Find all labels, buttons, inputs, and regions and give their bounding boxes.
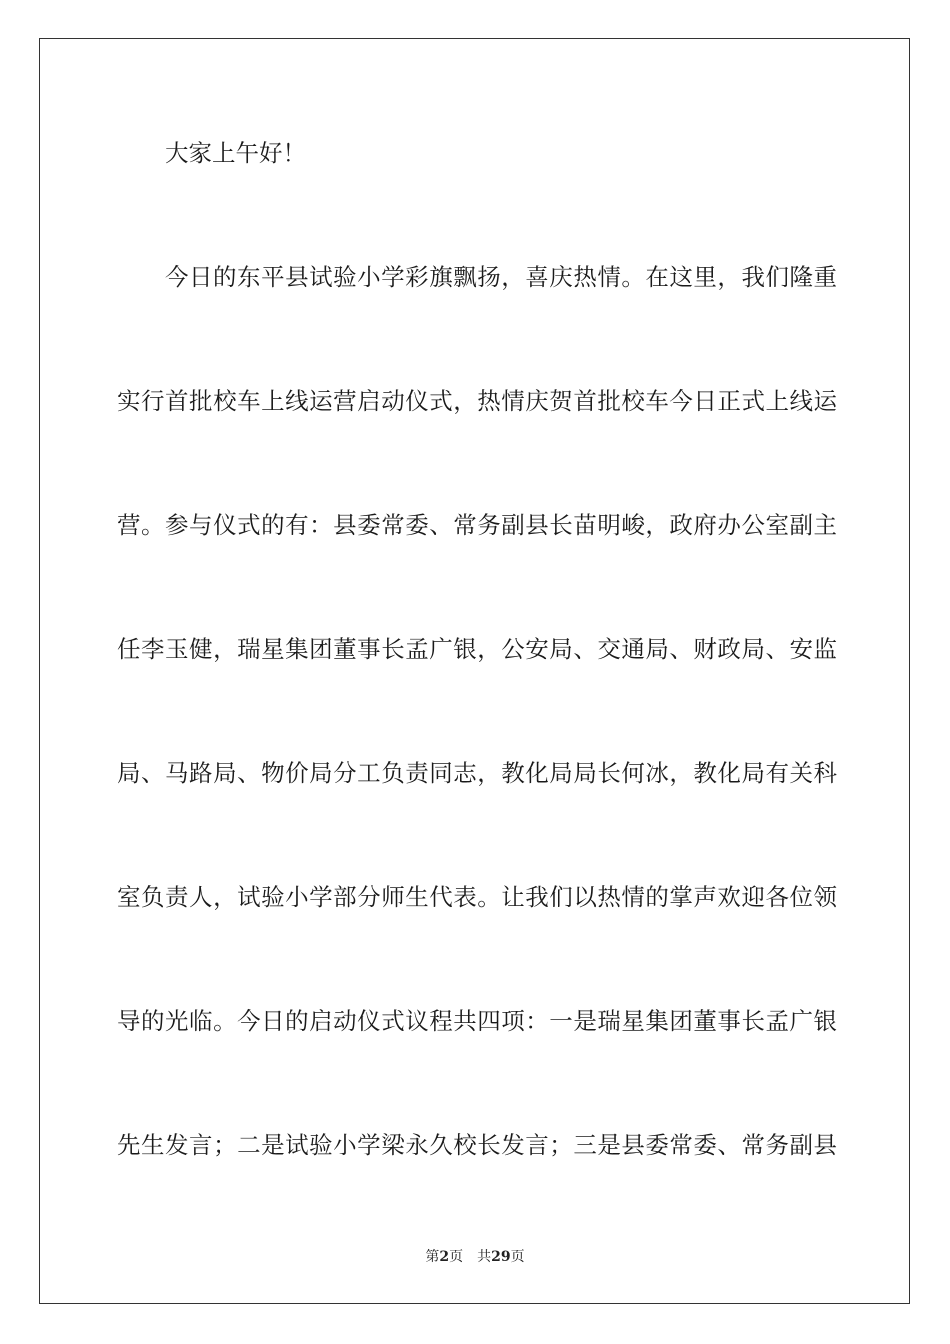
text-line: 实行首批校车上线运营启动仪式，热情庆贺首批校车今日正式上线运 [117, 387, 837, 415]
current-page-number: 2 [439, 1249, 450, 1265]
text-line: 今日的东平县试验小学彩旗飘扬，喜庆热情。在这里，我们隆重 [165, 263, 837, 291]
text-line-greeting: 大家上午好！ [165, 139, 306, 167]
page-prefix: 第 [425, 1249, 440, 1265]
text-line: 营。参与仪式的有：县委常委、常务副县长苗明峻，政府办公室副主 [117, 511, 837, 539]
page-border [39, 38, 910, 1304]
total-page-count: 29 [491, 1249, 511, 1265]
text-line: 室负责人，试验小学部分师生代表。让我们以热情的掌声欢迎各位领 [117, 883, 837, 911]
total-prefix: 共 [477, 1249, 492, 1265]
page-unit: 页 [449, 1249, 464, 1265]
text-line: 局、马路局、物价局分工负责同志，教化局局长何冰，教化局有关科 [117, 759, 837, 787]
text-line: 先生发言；二是试验小学梁永久校长发言；三是县委常委、常务副县 [117, 1131, 837, 1159]
total-unit: 页 [510, 1249, 525, 1265]
text-line: 导的光临。今日的启动仪式议程共四项：一是瑞星集团董事长孟广银 [117, 1007, 837, 1035]
page-footer [0, 1247, 950, 1267]
text-line: 任李玉健，瑞星集团董事长孟广银，公安局、交通局、财政局、安监 [117, 635, 837, 663]
